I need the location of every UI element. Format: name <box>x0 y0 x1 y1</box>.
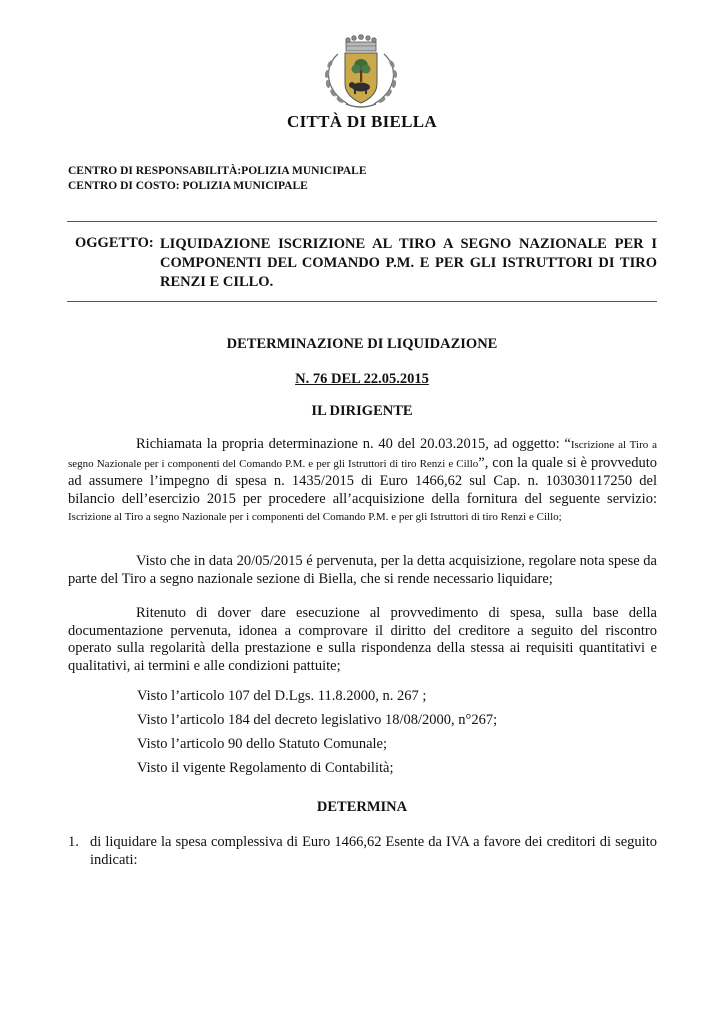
visto-item: Visto l’articolo 184 del decreto legislativo 18/08/2000, n°267; <box>137 712 498 728</box>
visto-item: Visto l’articolo 107 del D.Lgs. 11.8.2000, n. 267 ; <box>137 688 427 704</box>
item-text: di liquidare la spesa complessiva di Euro 1466,62 Esente da IVA a favore dei creditori di seguito indicati: <box>90 834 657 868</box>
determination-number-wrapper <box>0 371 724 388</box>
divider-top <box>67 221 657 222</box>
determination-number: N. 76 DEL 22.05.2015 <box>295 371 429 387</box>
determina-heading: DETERMINA <box>316 799 408 815</box>
visto-item: Visto l’articolo 90 dello Statuto Comunale; <box>137 736 388 752</box>
paragraph-richiamata <box>68 436 657 527</box>
paragraph-ritenuto: Ritenuto di dover dare esecuzione al provvedimento di spesa, sulla base della documentazione pervenuta, idonea a comprovare il diritto del creditore a seguito del riscontro operato sulla regolarità della prestazione e sulla rispondenza della stessa ai requisiti quantitativi e qualitativi, ai termini e alle condizioni pattuite; <box>68 605 657 674</box>
subject-label: OGGETTO: <box>75 235 154 251</box>
item-number: 1. <box>68 834 79 850</box>
p1-part-c: ”, con la quale si è provveduto ad assumere l’impegno di spesa n. 1435/2015 di Euro 1466,62 sul Cap. n. 103030117250 del bilancio dell’esercizio 2015 per procedere all’acquisizione della fornitura del seguente servizio: <box>68 454 657 507</box>
determination-title: DETERMINAZIONE DI LIQUIDAZIONE <box>226 336 498 352</box>
cost-center: CENTRO DI COSTO: POLIZIA MUNICIPALE <box>68 180 308 192</box>
city-crest-icon <box>318 32 404 112</box>
p1-part-b: Iscrizione al Tiro a segno Nazionale per i componenti del Comando P.M. e per gli Istruttori di tiro Renzi e Cillo <box>68 439 657 470</box>
subject-text: LIQUIDAZIONE ISCRIZIONE AL TIRO A SEGNO NAZIONALE PER I COMPONENTI DEL COMANDO P.M. E PER GLI ISTRUTTORI DI TIRO RENZI E CILLO. <box>160 236 657 290</box>
visto-item: Visto il vigente Regolamento di Contabilità; <box>137 760 394 776</box>
responsibility-center: CENTRO DI RESPONSABILITÀ:POLIZIA MUNICIPALE <box>68 165 367 177</box>
p1-part-a: Richiamata la propria determinazione n. 40 del 20.03.2015, ad oggetto: “ <box>136 436 571 452</box>
p1-part-d: Iscrizione al Tiro a segno Nazionale per i componenti del Comando P.M. e per gli Istruttori di tiro Renzi e Cillo; <box>68 511 562 523</box>
divider-bottom <box>67 301 657 302</box>
city-title: CITTÀ DI BIELLA <box>287 112 437 131</box>
paragraph-visto-che: Visto che in data 20/05/2015 é pervenuta, per la detta acquisizione, regolare nota spese da parte del Tiro a segno nazionale sezione di Biella, che si rende necessario liquidare; <box>68 553 657 587</box>
role-title: IL DIRIGENTE <box>311 403 413 419</box>
